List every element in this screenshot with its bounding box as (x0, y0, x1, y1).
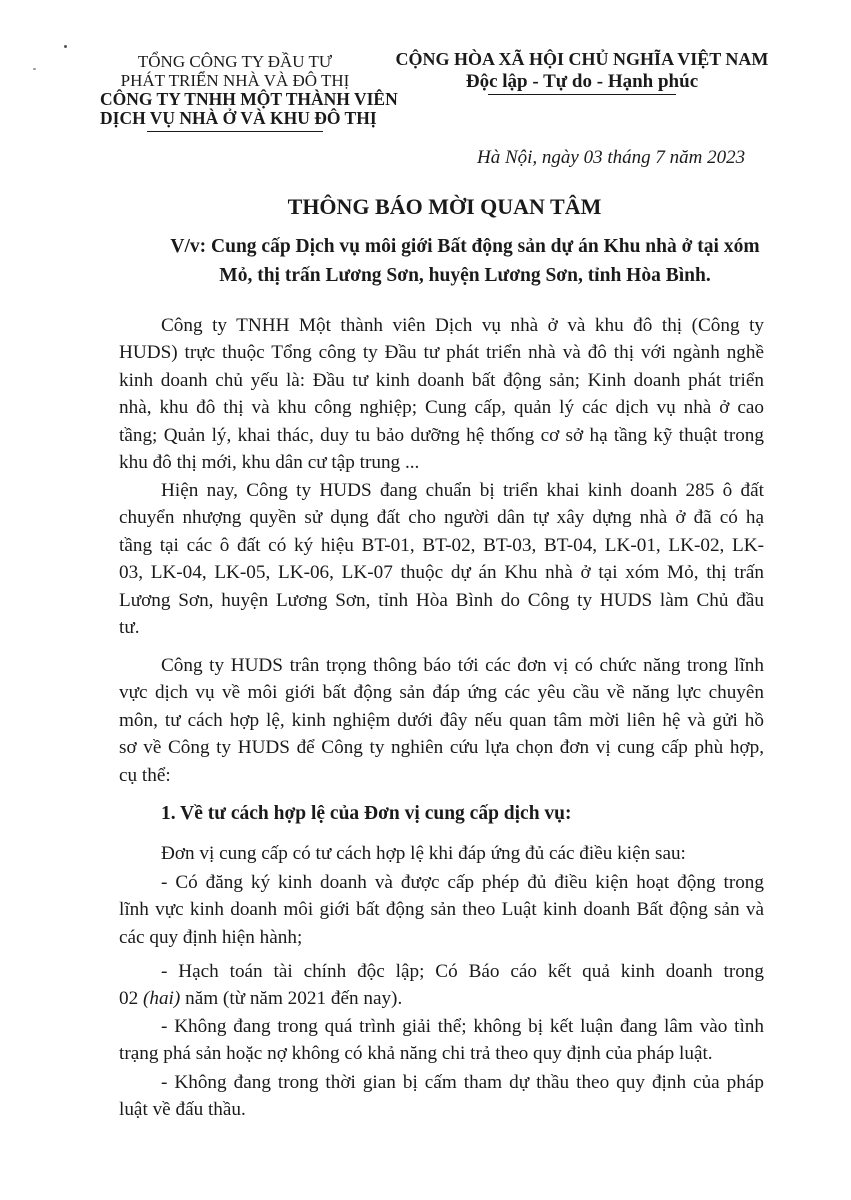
paragraph-eligibility-intro: Đơn vị cung cấp có tư cách hợp lệ khi đáp ứng đủ các điều kiện sau: (161, 843, 686, 864)
nation-name: CỘNG HÒA XÃ HỘI CHỦ NGHĨA VIỆT NAM (395, 49, 769, 69)
italic-text: (hai) (142, 988, 181, 1010)
scan-speck (33, 68, 36, 70)
text-line: chuyển nhượng quyền sử dụng đất cho người dân tự xây dựng nhà ở đã có hạ (119, 507, 764, 529)
text-line: vực dịch vụ về môi giới bất động sản đáp ứng các yêu cầu về năng lực chuyên (119, 682, 764, 704)
company-name-line1: CÔNG TY TNHH MỘT THÀNH VIÊN (100, 89, 398, 109)
org-header (100, 52, 398, 128)
text-line: nhà, khu đô thị và khu công nghiệp; Cung cấp, quản lý các dịch vụ nhà ở cao (119, 397, 764, 419)
text-span: năm (từ năm 2021 đến nay). (180, 988, 403, 1010)
bullet-business-license (119, 869, 764, 951)
text-line: tư. (119, 617, 140, 639)
text-line: lĩnh vực kinh doanh môi giới bất động sản theo Luật kinh doanh Bất động sản và (119, 899, 764, 921)
parent-org-name-line2: PHÁT TRIỂN NHÀ VÀ ĐÔ THỊ (120, 71, 350, 90)
text-line: các quy định hiện hành; (119, 926, 303, 948)
text-line: - Không đang trong thời gian bị cấm tham dự thầu theo quy định của pháp (161, 1072, 764, 1093)
text-line: luật về đấu thầu. (119, 1099, 246, 1121)
bullet-not-dissolving (119, 1013, 764, 1068)
parent-org-name-line1: TỔNG CÔNG TY ĐẦU TƯ (137, 52, 333, 71)
bullet-not-banned (119, 1069, 764, 1124)
text-line: tầng; Quản lý, khai thác, duy tu bảo dưỡng hệ thống cơ sở hạ tầng kỹ thuật trong (119, 424, 764, 446)
date-line: Hà Nội, ngày 03 tháng 7 năm 2023 (477, 147, 746, 168)
text-line (119, 985, 764, 1012)
text-line: Hiện nay, Công ty HUDS đang chuẩn bị triển khai kinh doanh 285 ô đất (161, 480, 764, 501)
text-line: Công ty HUDS trân trọng thông báo tới các đơn vị có chức năng trong lĩnh (161, 655, 764, 676)
text-line: - Không đang trong quá trình giải thể; không bị kết luận đang lâm vào tình (161, 1016, 764, 1037)
text-line: 03, LK-04, LK-05, LK-06, LK-07 thuộc dự án Khu nhà ở tại xóm Mỏ, thị trấn (119, 562, 764, 584)
text-line: khu đô thị mới, khu dân cư tập trung ... (119, 452, 420, 474)
text-line: - Hạch toán tài chính độc lập; Có Báo cáo kết quả kinh doanh trong (161, 961, 764, 982)
motto-underline (488, 94, 676, 95)
national-header (392, 48, 772, 93)
text-line: tầng tại các ô đất có ký hiệu BT-01, BT-02, BT-03, BT-04, LK-01, LK-02, LK- (119, 534, 764, 556)
text-line: môn, tư cách hợp lệ, kinh nghiệm dưới đây nếu quan tâm mời liên hệ và gửi hồ (119, 709, 764, 731)
text-line: Công ty TNHH Một thành viên Dịch vụ nhà ở và khu đô thị (Công ty (161, 315, 764, 336)
document-subject (95, 232, 835, 290)
paragraph-company-intro (119, 312, 764, 476)
text-span: 02 (119, 988, 143, 1010)
text-line: Lương Sơn, huyện Lương Sơn, tỉnh Hòa Bình do Công ty HUDS làm Chủ đầu (119, 589, 764, 611)
company-name-line2: DỊCH VỤ NHÀ Ở VÀ KHU ĐÔ THỊ (100, 108, 377, 128)
subject-line1: V/v: Cung cấp Dịch vụ môi giới Bất động sản dự án Khu nhà ở tại xóm (170, 236, 760, 257)
nation-motto: Độc lập - Tự do - Hạnh phúc (465, 71, 699, 92)
subject-line2: Mỏ, thị trấn Lương Sơn, huyện Lương Sơn, tỉnh Hòa Bình. (219, 265, 711, 286)
text-line: trạng phá sản hoặc nợ không có khả năng chi trả theo quy định của pháp luật. (119, 1043, 713, 1065)
paragraph-project-info (119, 477, 764, 641)
document-title: THÔNG BÁO MỜI QUAN TÂM (287, 194, 602, 219)
paragraph-invitation (119, 652, 764, 789)
text-line: kinh doanh chủ yếu là: Đầu tư kinh doanh bất động sản; Kinh doanh phát triển (119, 369, 764, 391)
text-line: sơ về Công ty HUDS để Công ty nghiên cứu lựa chọn đơn vị cung cấp phù hợp, (119, 737, 764, 759)
org-header-underline (147, 131, 323, 132)
scan-speck (64, 45, 67, 48)
text-line: HUDS) trực thuộc Tổng công ty Đầu tư phát triển nhà và đô thị với ngành nghề (119, 342, 764, 364)
text-line: - Có đăng ký kinh doanh và được cấp phép đủ điều kiện hoạt động trong (161, 872, 764, 893)
section-1-heading: 1. Về tư cách hợp lệ của Đơn vị cung cấp dịch vụ: (161, 803, 572, 824)
text-line: cụ thể: (119, 764, 171, 786)
bullet-financial (119, 958, 764, 1013)
